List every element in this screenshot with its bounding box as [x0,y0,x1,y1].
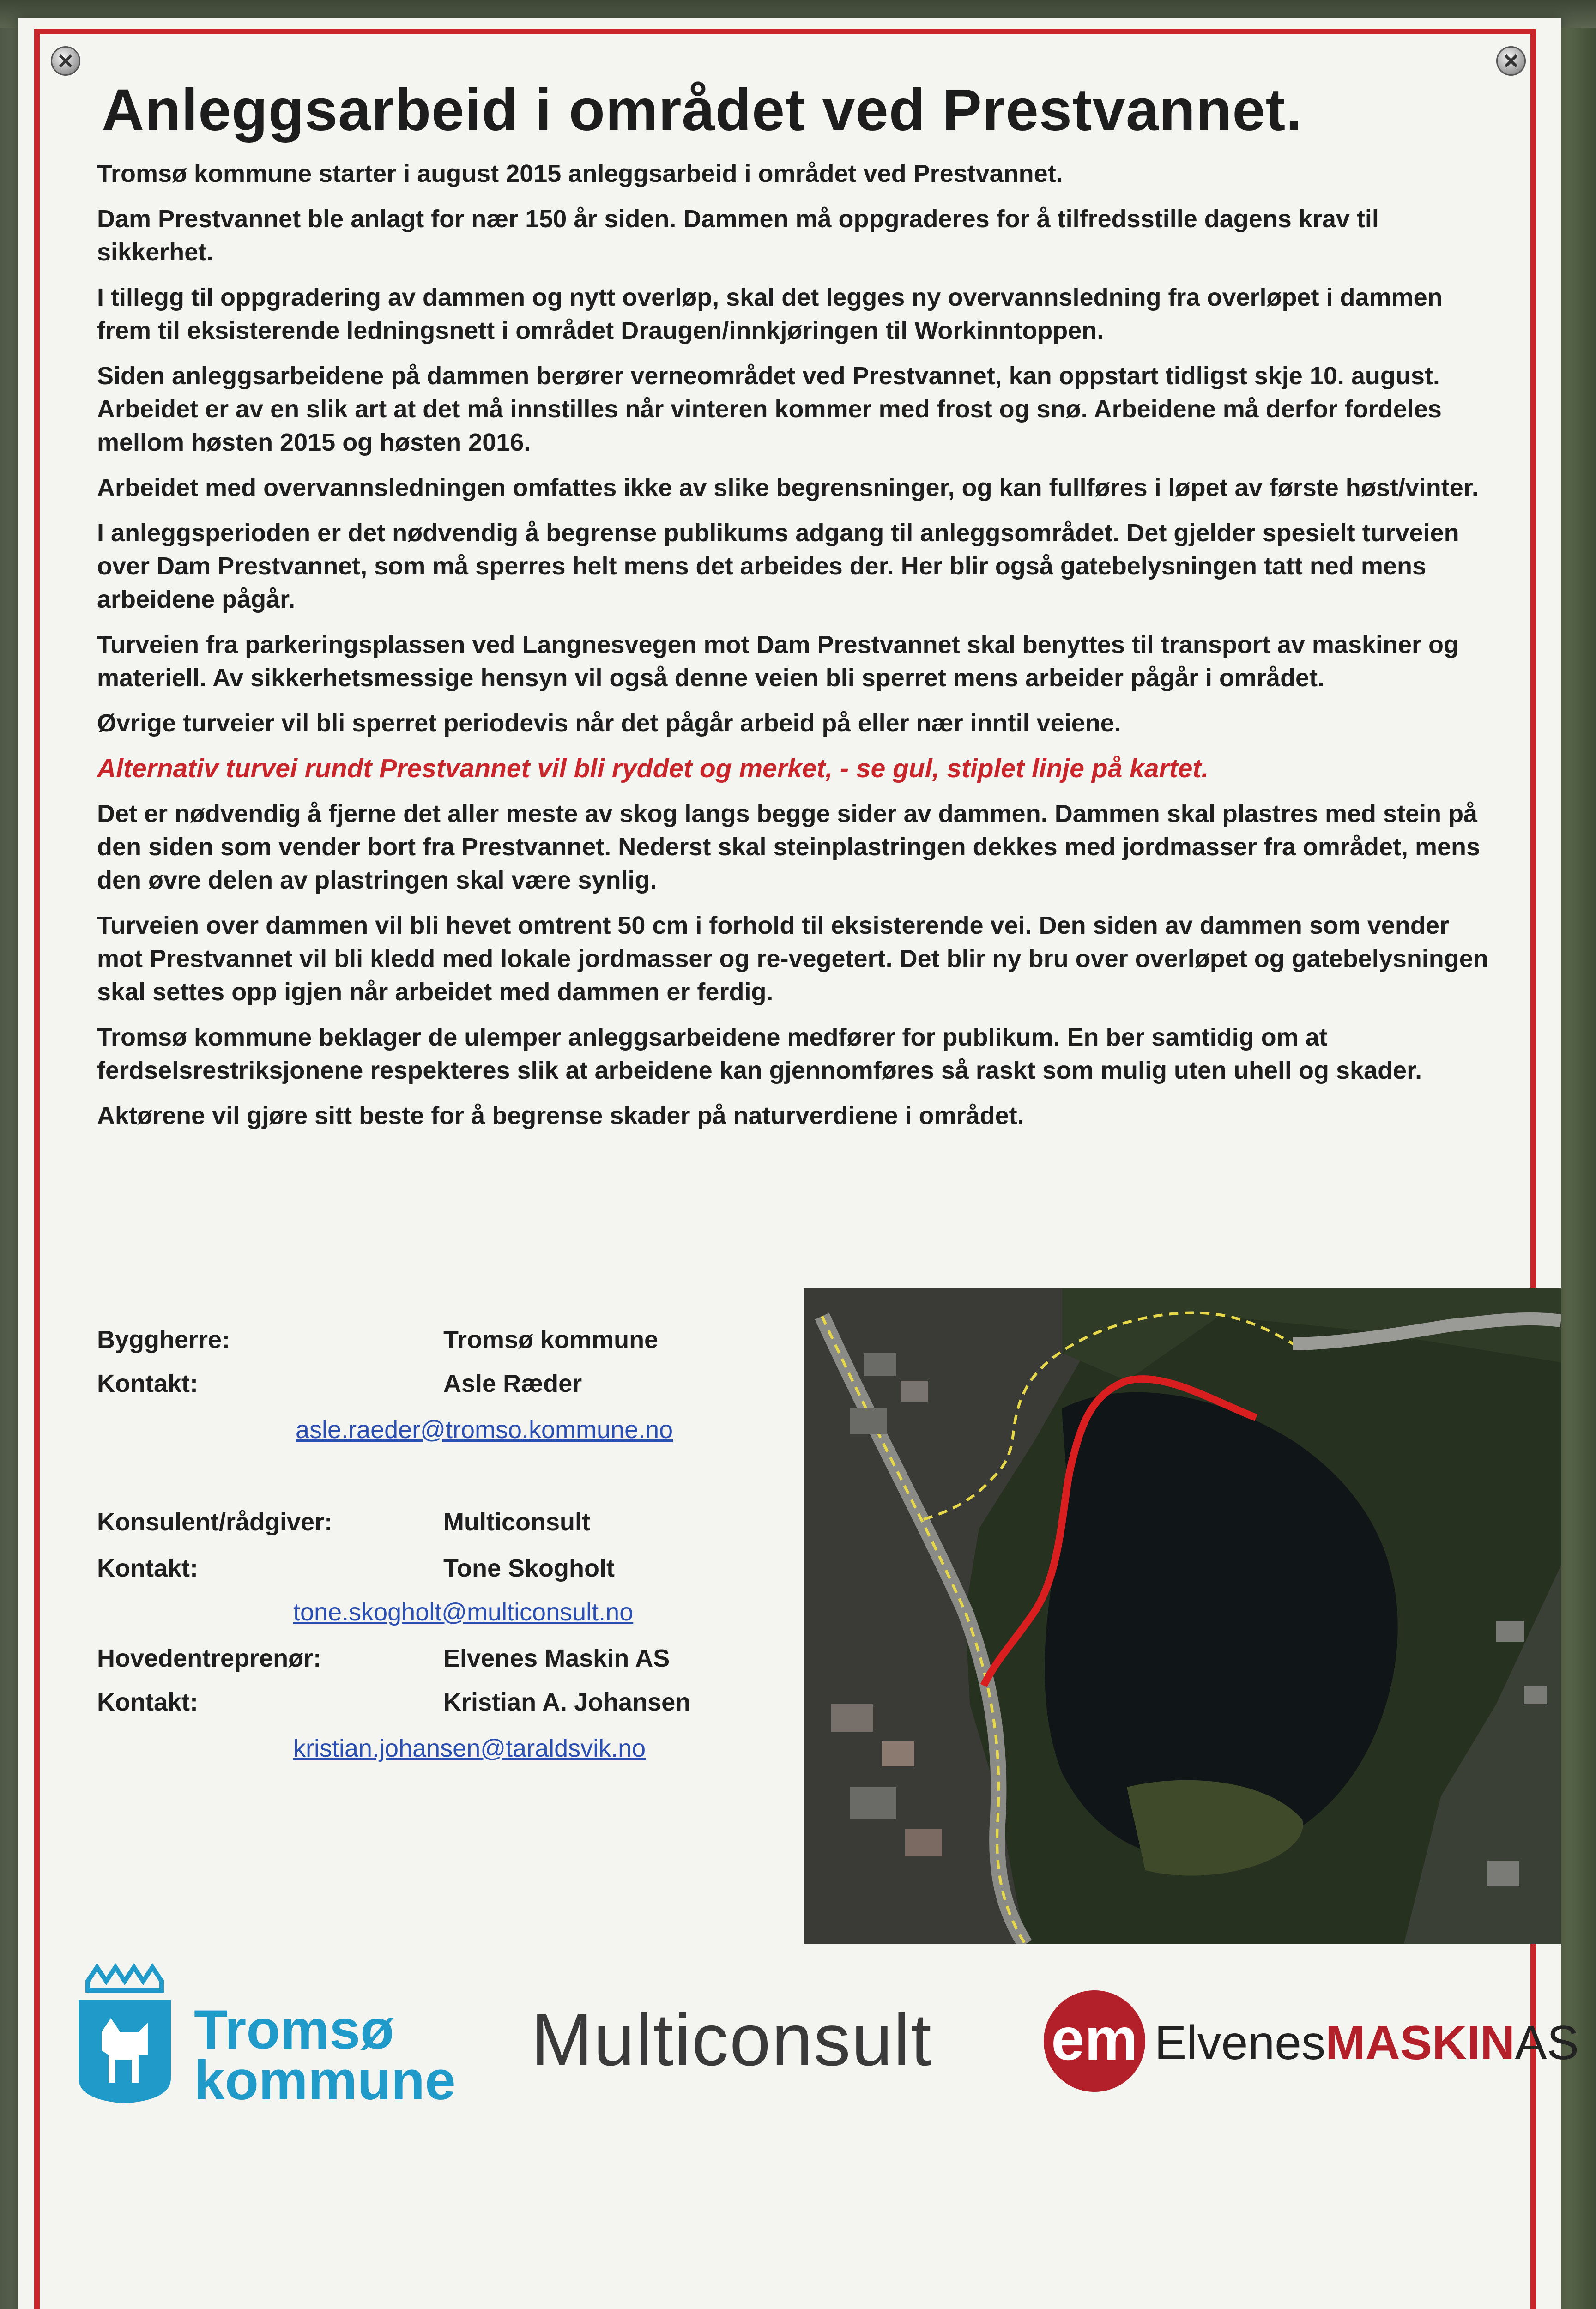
paragraph: Det er nødvendig å fjerne det aller meste av skog langs begge sider av dammen. Dammen skal plastres med stein på den siden som vender bort fra Prestvannet. Nederst skal steinplastringen dekkes med jordmasser fra området, mens den øvre delen av plastringen skal være synlig. [97,800,1481,894]
contact-row [97,1508,799,1545]
reindeer-crest-icon [69,1963,180,2106]
hovedentreprenor-value: Elvenes Maskin AS [443,1644,670,1672]
email-link[interactable]: kristian.johansen@taraldsvik.no [293,1735,646,1762]
contact-row [97,1734,799,1771]
contact-row [97,1688,799,1725]
kontakt-value: Tone Skogholt [443,1554,615,1582]
contact-row [97,1598,799,1635]
paragraph: Tromsø kommune beklager de ulemper anleggsarbeidene medfører for publikum. En ber samtidig om at ferdselsrestriksjonene respekteres slik at arbeidene kan gjennomføres så raskt som mulig uten uhell og skader. [97,1023,1422,1084]
screw-icon [1496,46,1526,76]
kontakt-label: Kontakt: [97,1370,198,1397]
paragraph: Siden anleggsarbeidene på dammen berører verneområdet ved Prestvannet, kan oppstart tidligst skje 10. august. Arbeidet er av en slik art at det må innstilles når vinteren kommer med frost og snø. Arbeidene må derfor fordeles mellom høsten 2015 og høsten 2016. [97,362,1442,456]
konsulent-value: Multiconsult [443,1508,590,1536]
kontakt-label: Kontakt: [97,1688,198,1716]
aerial-map [804,1288,1561,1944]
paragraph: Turveien over dammen vil bli hevet omtrent 50 cm i forhold til eksisterende vei. Den siden av dammen som vender mot Prestvannet vil bli kledd med lokale jordmasser og re-vegetert. Det blir ny bru over overløpet og gatebelysningen skal settes opp igjen når arbeidet med dammen er ferdig. [97,912,1488,1006]
paragraph: I tillegg til oppgradering av dammen og nytt overløp, skal det legges ny overvannsledning fra overløpet i dammen frem til eksisterende ledningsnett i området Draugen/innkjøringen til Workinntoppen. [97,284,1443,345]
contact-row [97,1554,799,1591]
elvenes-maskin-wordmark [1155,2016,1579,2071]
contact-row [97,1325,799,1362]
sign-title: Anleggsarbeid i området ved Prestvannet. [102,77,1303,143]
contact-row [97,1644,799,1681]
paragraph: Øvrige turveier vil bli sperret periodevis når det pågår arbeid på eller nær inntil veiene. [97,709,1121,737]
elvenes-badge: em [1044,1990,1145,2092]
byggherre-value: Tromsø kommune [443,1326,659,1354]
paragraph: Tromsø kommune starter i august 2015 anleggsarbeid i området ved Prestvannet. [97,160,1063,187]
contact-row [97,1415,799,1452]
map-graphic [804,1288,1561,1944]
paragraph: Arbeidet med overvannsledningen omfattes ikke av slike begrensninger, og kan fullføres i løpet av første høst/vinter. [97,474,1479,502]
konsulent-label: Konsulent/rådgiver: [97,1508,333,1536]
kontakt-value: Asle Ræder [443,1370,582,1397]
sign-body [97,157,1492,1144]
byggherre-label: Byggherre: [97,1326,230,1354]
tromso-kommune-logo [69,1963,485,2110]
maskin-part: MASKIN [1325,2016,1515,2070]
paragraph: Aktørene vil gjøre sitt beste for å begrense skader på naturverdiene i området. [97,1102,1024,1130]
as-part: AS [1515,2016,1579,2070]
alternative-route-notice: Alternativ turvei rundt Prestvannet vil bli ryddet og merket, - se gul, stiplet linje på kartet. [97,754,1209,783]
email-link[interactable]: asle.raeder@tromso.kommune.no [296,1416,673,1444]
email-link[interactable]: tone.skogholt@multiconsult.no [293,1598,634,1626]
paragraph: I anleggsperioden er det nødvendig å begrense publikums adgang til anleggsområdet. Det gjelder spesielt turveien over Dam Prestvannet, som må sperres helt mens det arbeides der. Her blir også gatebelysningen tatt ned mens arbeidene pågår. [97,519,1459,613]
kontakt-label: Kontakt: [97,1554,198,1582]
paragraph: Dam Prestvannet ble anlagt for nær 150 år siden. Dammen må oppgraderes for å tilfredsstille dagens krav til sikkerhet. [97,205,1379,266]
hovedentreprenor-label: Hovedentreprenør: [97,1644,322,1672]
tromso-kommune-wordmark [194,1999,456,2111]
tromso-line: Tromsø [194,1999,394,2061]
contact-list [97,1325,799,1787]
contact-row [97,1369,799,1406]
sponsor-logos [69,1963,1579,2111]
multiconsult-logo: Multiconsult [531,1998,932,2081]
paragraph: Turveien fra parkeringsplassen ved Langnesvegen mot Dam Prestvannet skal benyttes til transport av maskiner og materiell. Av sikkerhetsmessige hensyn vil også denne veien bli sperret mens arbeider pågår i området. [97,631,1459,692]
kontakt-value: Kristian A. Johansen [443,1688,691,1716]
kommune-line: kommune [194,2049,456,2111]
screw-icon [51,46,80,76]
elvenes-part: Elvenes [1155,2016,1325,2070]
information-sign [18,18,1579,2309]
